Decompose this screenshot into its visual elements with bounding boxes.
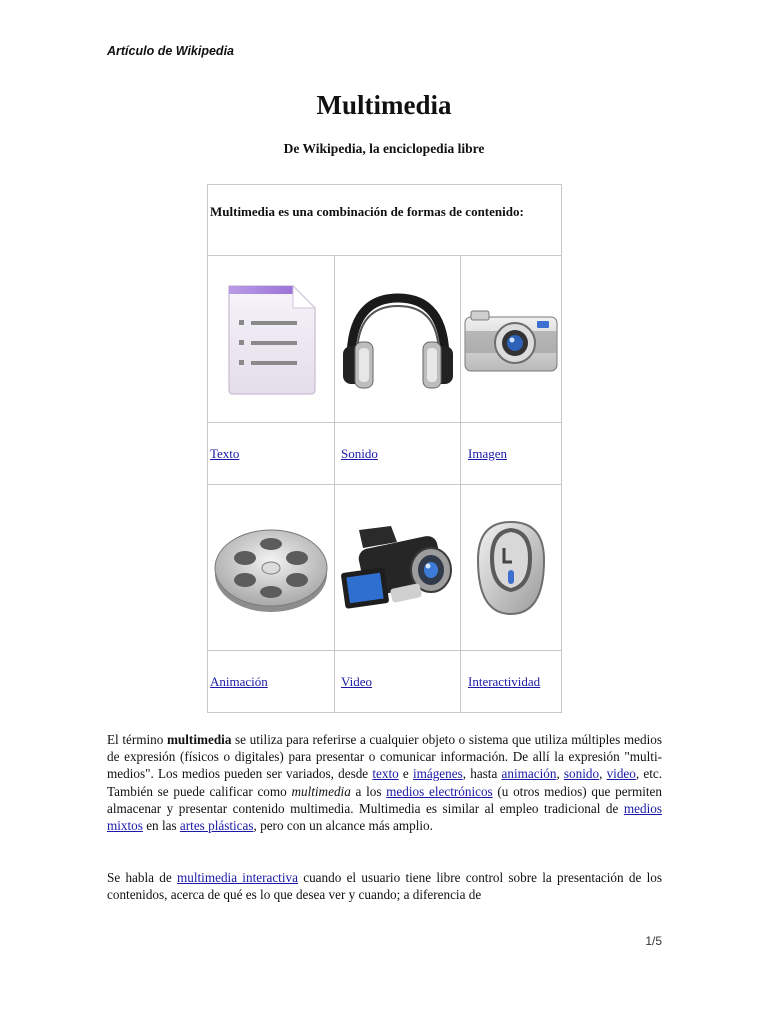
page-number: 1/5 (645, 934, 662, 948)
sonido-link[interactable]: Sonido (341, 445, 378, 461)
page-subtitle: De Wikipedia, la enciclopedia libre (283, 141, 485, 156)
animacion-link[interactable]: Animación (210, 673, 268, 689)
document-header-label: Artículo de Wikipedia (107, 44, 234, 58)
link-texto[interactable]: texto (372, 766, 399, 782)
bold-term: multimedia (166, 732, 232, 747)
text-run: , hasta (462, 766, 502, 782)
link-sonido[interactable]: sonido (563, 766, 600, 782)
text-run: a los (350, 783, 387, 799)
text-run: Se habla de (107, 870, 177, 885)
sonido-label-cell (339, 423, 460, 484)
text-run: , (556, 766, 564, 782)
interactive-paragraph (107, 869, 662, 903)
video-link[interactable]: Video (341, 673, 372, 689)
film-reel-icon[interactable] (211, 518, 331, 618)
texto-icon-cell (208, 257, 334, 422)
text-run: , (599, 766, 607, 782)
sonido-icon-cell (335, 257, 460, 422)
text-run: , pero con un alcance más amplio. (253, 818, 433, 834)
text-run: El término (107, 732, 167, 747)
link-animacion[interactable]: animación (501, 766, 557, 782)
text-run: en las (142, 818, 180, 834)
link-medios-mixtos[interactable]: medios mixtos (107, 800, 662, 834)
imagen-link[interactable]: Imagen (468, 445, 507, 461)
headphones-icon[interactable] (339, 290, 457, 390)
link-video[interactable]: video (606, 766, 636, 782)
video-icon-cell (335, 485, 460, 650)
link-multimedia-interactiva[interactable]: multimedia interactiva (176, 870, 298, 885)
imagen-label-cell (466, 423, 561, 484)
animacion-icon-cell (208, 485, 334, 650)
interactividad-icon-cell (461, 485, 561, 650)
link-artes-plasticas[interactable]: artes plásticas (179, 818, 254, 834)
link-medios-electronicos[interactable]: medios electrónicos (386, 783, 493, 799)
text-run: se utiliza para referirse a cualquier objeto o sistema que utiliza múltiples medios de expresión (físicos o digitales) para presentar o comunicar información. De allí la expresión "multi-medios". Los medios pueden ser variados, desde (107, 732, 662, 782)
animacion-label-cell (208, 651, 334, 712)
text-run: , etc. También se puede calificar como (107, 766, 663, 799)
video-camera-icon[interactable] (339, 520, 457, 616)
camera-icon[interactable] (463, 305, 559, 375)
texto-label-cell (208, 423, 334, 484)
texto-link[interactable]: Texto (210, 445, 240, 461)
intro-paragraph (107, 731, 662, 834)
page-title: Multimedia (316, 90, 452, 120)
text-run: (u otros medios) que permiten almacenar y presentar contenido multimedia. Multimedia es similar al empleo tradicional de (107, 783, 662, 816)
mouse-icon[interactable] (474, 518, 548, 618)
text-run: e (398, 766, 413, 782)
document-icon[interactable] (221, 280, 321, 400)
italic-term: multimedia (291, 783, 351, 799)
interactividad-label-cell (466, 651, 561, 712)
link-imagenes[interactable]: imágenes (412, 766, 463, 782)
interactividad-link[interactable]: Interactividad (468, 673, 541, 689)
table-intro: Multimedia es una combinación de formas de contenido: (208, 185, 561, 256)
text-run: cuando el usuario tiene libre control sobre la presentación de los contenidos, acerca de qué es lo que desea ver y cuando; a diferencia de (107, 870, 662, 903)
video-label-cell (339, 651, 460, 712)
imagen-icon-cell (461, 257, 561, 422)
media-types-table (207, 184, 562, 713)
